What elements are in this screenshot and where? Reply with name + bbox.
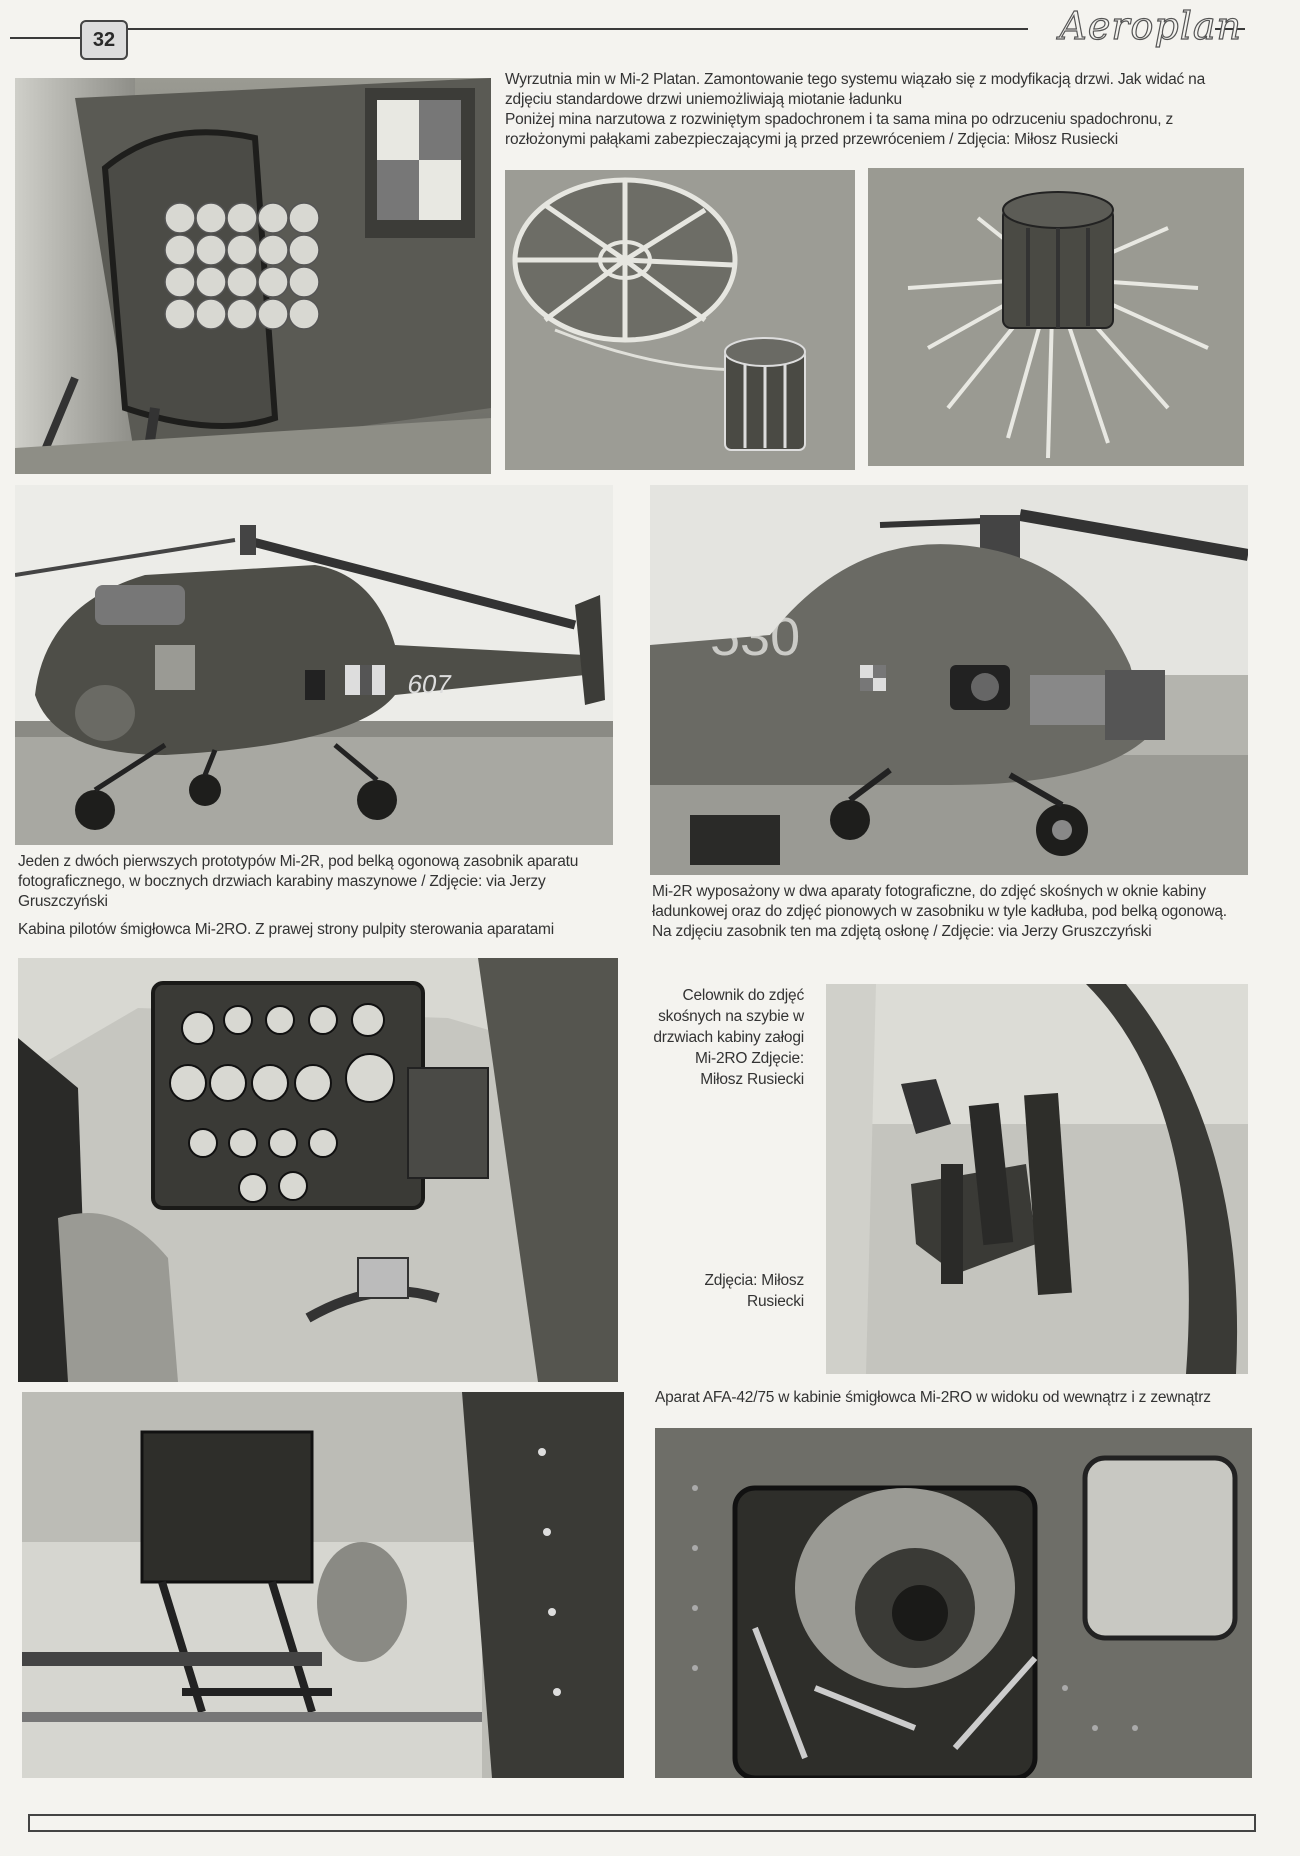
caption-text: Zdjęcia: Miłosz Rusiecki [704,1272,804,1310]
photo-mine-legs [868,168,1244,466]
tail-number: 607 [405,669,454,699]
page-number: 32 [80,20,128,60]
photo-afa-inside [22,1392,624,1778]
header-rule [10,37,80,39]
caption-text: Celownik do zdjęć skośnych na szybie w drzwiach kabiny załogi Mi-2RO Zdjęcie: Miłosz Rusiecki [653,987,804,1088]
caption-sight [652,985,804,1090]
caption-text: Jeden z dwóch pierwszych prototypów Mi-2R, pod belką ogonową zasobnik aparatu fotograficznego, w bocznych drzwiach karabiny maszynowe / Zdjęcie: via Jerzy Gruszczyński [18,853,579,910]
caption-cockpit [18,920,616,940]
footer-bar [28,1814,1256,1832]
caption-text: Kabina pilotów śmigłowca Mi-2RO. Z prawej strony pulpity sterowania aparatami [18,921,554,938]
photo-prototype-mi2r [15,485,613,845]
caption-prototype [18,852,616,912]
magazine-logo: Aeroplan [1059,4,1242,48]
caption-afa [655,1388,1251,1408]
photo-camera-sight [826,984,1248,1374]
caption-text: Mi-2R wyposażony w dwa aparaty fotograficzne, do zdjęć skośnych w oknie kabiny ładunkowej oraz do zdjęć pionowych w zasobniku w tyle kadłuba, pod belką ogonową. Na zdjęciu zasobnik ten ma zdjętą osłonę / Zdjęcie: via Jerzy Gruszczyński [652,883,1227,940]
photo-mine-launcher [15,78,491,474]
photo-cockpit [18,958,618,1382]
side-number: 530 [710,607,801,667]
photo-afa-outside [655,1428,1252,1778]
caption-mi2r-cameras [652,882,1248,942]
header-rule [128,28,1028,30]
caption-mine-launcher [505,70,1247,150]
caption-text: Poniżej mina narzutowa z rozwiniętym spadochronem i ta sama mina po odrzuceniu spadochronu, z rozłożonymi pałąkami zabezpieczającymi ją przed przewróceniem / Zdjęcia: Miłosz Rusiecki [505,111,1174,148]
caption-text: Aparat AFA-42/75 w kabinie śmigłowca Mi-2RO w widoku od wewnątrz i z zewnątrz [655,1389,1211,1406]
photo-mine-parachute [505,170,855,470]
caption-text: Wyrzutnia min w Mi-2 Platan. Zamontowanie tego systemu wiązało się z modyfikacją drzwi. Jak widać na zdjęciu standardowe drzwi uniemożliwiają miotanie ładunku [505,71,1206,108]
caption-sight-credit [652,1270,804,1312]
photo-mi2r-cameras [650,485,1248,875]
